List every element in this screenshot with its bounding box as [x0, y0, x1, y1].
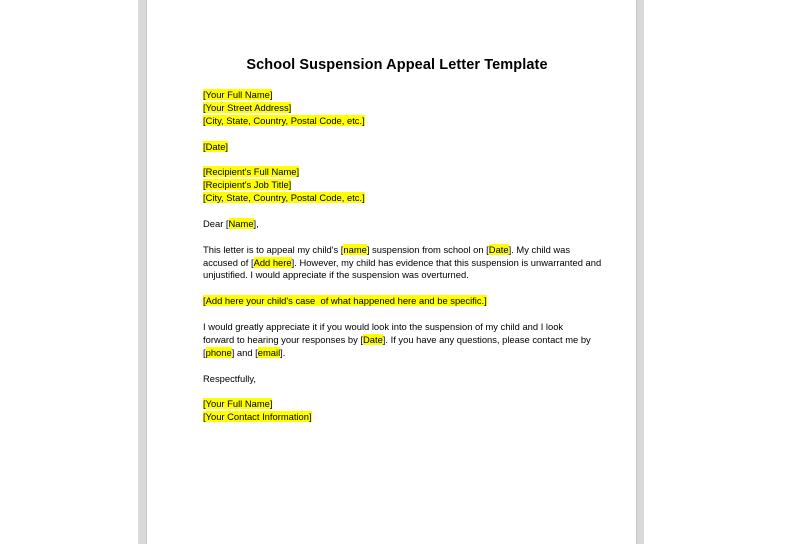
child-name-placeholder: name	[343, 243, 367, 255]
text-run: This letter is to appeal my child's [	[203, 243, 344, 255]
signature-contact: [Your Contact Information]	[203, 411, 312, 423]
signature-contact-line	[203, 411, 593, 424]
text-run: ]. However, my child has evidence that this suspension is unwarranted and	[291, 256, 602, 268]
recipient-city: [City, State, Country, Postal Code, etc.]	[203, 192, 365, 204]
recipient-title-line	[203, 179, 593, 192]
document-title: School Suspension Appeal Letter Template	[246, 57, 548, 73]
para2-line2	[203, 334, 593, 347]
salutation	[203, 218, 593, 231]
sender-city: [City, State, Country, Postal Code, etc.]	[203, 114, 365, 126]
instruction-line	[203, 295, 593, 308]
email-placeholder: email	[257, 346, 281, 358]
text-run: [	[203, 346, 206, 358]
sender-name-line	[203, 89, 593, 102]
para2-line3	[203, 347, 593, 360]
spacer	[203, 231, 593, 244]
signature-name-line	[203, 398, 593, 411]
sender-street: [Your Street Address]	[203, 101, 292, 113]
spacer	[203, 153, 593, 166]
letter-body	[203, 89, 602, 424]
spacer	[203, 360, 593, 373]
closing: Respectfully,	[203, 372, 256, 384]
recipient-job-title: [Recipient's Job Title]	[203, 179, 292, 191]
spacer	[203, 308, 593, 321]
salutation-suffix: ],	[253, 217, 259, 229]
para1-line1	[203, 244, 593, 257]
text-run: forward to hearing your responses by [	[203, 333, 363, 345]
spacer	[203, 205, 593, 218]
text-run: ].	[280, 346, 286, 358]
para1-line2	[203, 256, 602, 270]
recipient-name: [Recipient's Full Name]	[203, 166, 300, 178]
date-line	[203, 141, 593, 154]
text-run: ] suspension from school on [	[366, 243, 489, 255]
text-run: ]. My child was	[508, 243, 571, 255]
text-run: ] and [	[231, 346, 258, 358]
suspension-date-placeholder: Date	[488, 243, 509, 255]
text-run: ]. If you have any questions, please contact me by	[382, 333, 591, 345]
salutation-name: Name	[228, 217, 254, 229]
para2-line1: I would greatly appreciate it if you would look into the suspension of my child and I look	[203, 321, 564, 333]
recipient-name-line	[203, 166, 593, 179]
sender-name: [Your Full Name]	[203, 89, 273, 100]
spacer	[203, 385, 593, 398]
letter-date: [Date]	[203, 140, 229, 152]
sender-street-line	[203, 102, 593, 115]
recipient-city-line	[203, 192, 593, 205]
response-date-placeholder: Date	[362, 333, 383, 345]
salutation-prefix: Dear [	[203, 217, 229, 229]
sender-city-line	[203, 115, 593, 128]
accusation-placeholder: Add here	[253, 256, 292, 268]
para1-line3: unjustified. I would appreciate if the suspension was overturned.	[203, 269, 469, 281]
case-instruction: [Add here your child's case of what happened here and be specific.]	[203, 295, 487, 307]
phone-placeholder: phone	[205, 346, 232, 358]
signature-name: [Your Full Name]	[203, 398, 273, 410]
spacer	[203, 128, 593, 141]
spacer	[203, 282, 593, 295]
text-run: accused of [	[203, 256, 254, 268]
